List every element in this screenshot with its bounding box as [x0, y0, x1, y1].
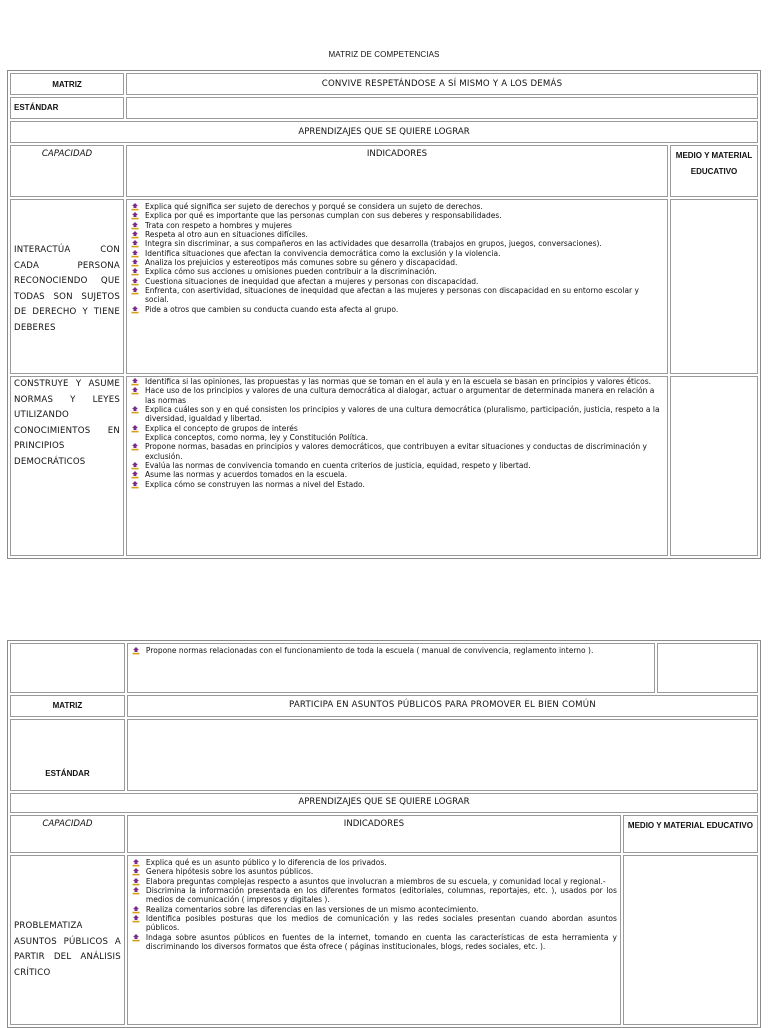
arrow-bullet-icon: [131, 481, 139, 489]
arrow-bullet-icon: [131, 250, 139, 258]
arrow-bullet-icon: [131, 425, 139, 433]
page-title: MATRIZ DE COMPETENCIAS: [328, 50, 440, 59]
list-item: [131, 867, 617, 876]
indicator-text: Explica cómo sus acciones u omisiones pueden contribuir a la discriminación.: [145, 267, 437, 277]
capacidad-header: CAPACIDAD: [10, 145, 124, 197]
arrow-bullet-icon: [131, 287, 139, 295]
arrow-bullet-icon: [131, 306, 139, 314]
indicator-text: Explica el concepto de grupos de interés: [145, 423, 298, 433]
medio-cell: [623, 855, 758, 1025]
arrow-bullet-icon: [131, 471, 139, 479]
competency-table-2: [7, 640, 761, 1028]
capacidad-cell: CONSTRUYE Y ASUME NORMAS Y LEYES UTILIZANDO CONOCIMIENTOS EN PRINCIPIOS DEMOCRÁTICOS: [10, 376, 124, 556]
indicator-text: Respeta al otro aun en situaciones difíciles.: [145, 230, 308, 240]
list-item: [130, 461, 664, 470]
arrow-bullet-icon: [131, 462, 139, 470]
arrow-bullet-icon: [131, 240, 139, 248]
indicator-text: Trata con respeto a hombres y mujeres: [145, 220, 292, 230]
list-item: [130, 277, 664, 286]
indicator-text: Explica qué significa ser sujeto de derechos y porqué se considera un sujeto de derechos.: [145, 202, 483, 211]
arrow-bullet-icon: [132, 934, 140, 942]
list-item: [130, 480, 664, 489]
list-item: [130, 249, 664, 258]
estandar-label: ESTÁNDAR: [10, 97, 124, 119]
indicator-text: Integra sin discriminar, a sus compañeros en las actividades que desarrolla (trabajos en grupos, juegos, conversaciones).: [145, 239, 602, 249]
list-item: [131, 905, 617, 914]
indicator-text: Analiza los prejuicios y estereotipos más comunes sobre su género y discapacidad.: [145, 258, 458, 268]
indicator-text: Explica qué es un asunto público y lo diferencia de los privados.: [145, 858, 387, 867]
indicator-text: Realiza comentarios sobre las diferencias en las versiones de un mismo acontecimiento.: [145, 904, 479, 914]
list-item: [131, 646, 651, 655]
competency-title: CONVIVE RESPETÁNDOSE A SÍ MISMO Y A LOS DEMÁS: [126, 73, 758, 95]
list-item: [130, 211, 664, 220]
list-item: [131, 933, 617, 952]
indicator-text: Evalúa las normas de convivencia tomando en cuenta criterios de justicia, equidad, respeto y libertad.: [145, 461, 531, 471]
list-item: [131, 886, 617, 905]
indicators-cell: [126, 376, 668, 556]
indicator-list: [130, 377, 664, 433]
arrow-bullet-icon: [132, 859, 140, 867]
aprendizajes-header: APRENDIZAJES QUE SE QUIERE LOGRAR: [10, 121, 758, 143]
arrow-bullet-icon: [131, 406, 139, 414]
indicator-text: Propone normas relacionadas con el funcionamiento de toda la escuela ( manual de convivencia, reglamento interno ).: [145, 646, 594, 655]
list-item: [130, 258, 664, 267]
list-item: [130, 377, 664, 386]
indicator-text: Propone normas, basadas en principios y valores democráticos, que contribuyen a evitar situaciones y conductas de discriminación y exclusión.: [145, 442, 647, 461]
indicator-text: Hace uso de los principios y valores de una cultura democrática al dialogar, actuar o argumentar de determinada manera en relación a las normas: [145, 386, 655, 405]
indicator-text: Pide a otros que cambien su conducta cuando esta afecta al grupo.: [145, 304, 399, 314]
indicator-list: [131, 646, 651, 655]
indicator-text: Enfrenta, con asertividad, situaciones de inequidad que afectan a las mujeres y personas con discapacidad en su entorno escolar y social.: [145, 286, 639, 305]
estandar-value: [127, 719, 758, 791]
indicators-cell: [127, 643, 655, 693]
list-item: [130, 230, 664, 239]
capacidad-cell: [10, 643, 125, 693]
arrow-bullet-icon: [131, 378, 139, 386]
arrow-bullet-icon: [131, 268, 139, 276]
medio-cell: [670, 199, 758, 374]
matriz-label: MATRIZ: [10, 73, 124, 95]
estandar-value: [126, 97, 758, 119]
list-item: [130, 442, 664, 461]
list-item: [130, 424, 664, 433]
plain-indicator: Explica conceptos, como norma, ley y Constitución Política.: [145, 433, 368, 443]
indicator-list: [130, 442, 664, 489]
medio-header: MEDIO Y MATERIAL EDUCATIVO: [623, 815, 758, 853]
estandar-label: ESTÁNDAR: [10, 719, 125, 791]
indicator-list: [131, 858, 617, 951]
arrow-bullet-icon: [131, 278, 139, 286]
arrow-bullet-icon: [131, 443, 139, 451]
arrow-bullet-icon: [132, 878, 140, 886]
indicator-text: Elabora preguntas complejas respecto a asuntos que involucran a miembros de su escuela, y comunidad local y regional.-: [145, 876, 606, 886]
arrow-bullet-icon: [131, 222, 139, 230]
indicadores-header: INDICADORES: [126, 145, 668, 197]
arrow-bullet-icon: [132, 647, 140, 655]
capacidad-cell: PROBLEMATIZA ASUNTOS PÚBLICOS A PARTIR DEL ANÁLISIS CRÍTICO: [10, 855, 125, 1025]
indicator-text: Discrimina la información presentada en los diferentes formatos (editoriales, columnas, reportajes, etc. ), usados por los medios de comunicación ( impresos y digitales ).: [145, 886, 617, 905]
aprendizajes-header: APRENDIZAJES QUE SE QUIERE LOGRAR: [10, 793, 758, 813]
arrow-bullet-icon: [131, 231, 139, 239]
medio-header: MEDIO Y MATERIAL EDUCATIVO: [670, 145, 758, 197]
list-item: [130, 286, 664, 305]
indicator-text: Asume las normas y acuerdos tomados en la escuela.: [145, 470, 348, 480]
list-item: [130, 202, 664, 211]
indicator-text: Explica por qué es importante que las personas cumplan con sus deberes y responsabilidades.: [145, 211, 502, 221]
arrow-bullet-icon: [131, 203, 139, 211]
indicators-cell: [126, 199, 668, 374]
arrow-bullet-icon: [132, 868, 140, 876]
indicator-text: Identifica si las opiniones, las propuestas y las normas que se toman en el aula y en la escuela se basan en principios y valores éticos.: [145, 377, 652, 386]
medio-cell: [657, 643, 758, 693]
arrow-bullet-icon: [131, 212, 139, 220]
indicator-text: Genera hipótesis sobre los asuntos públicos.: [145, 867, 314, 877]
indicadores-header: INDICADORES: [127, 815, 621, 853]
arrow-bullet-icon: [132, 887, 140, 895]
indicator-text: Indaga sobre asuntos públicos en fuentes de la internet, tomando en cuenta las características de esta herramienta y discriminando los diversos formatos que ésta ofrece ( páginas institucionales, blogs, redes sociales, etc. ).: [145, 932, 617, 952]
list-item: [130, 405, 664, 424]
matriz-label: MATRIZ: [10, 695, 125, 717]
indicator-text: Explica cuáles son y en qué consisten los principios y valores de una cultura democrática (pluralismo, participación, justicia, respeto a la diversidad, igualdad y libertad.: [145, 405, 660, 424]
arrow-bullet-icon: [131, 387, 139, 395]
list-item: [131, 858, 617, 867]
arrow-bullet-icon: [132, 915, 140, 923]
indicator-text: Identifica situaciones que afectan la convivencia democrática como la exclusión y la violencia.: [145, 248, 501, 258]
list-item: [130, 470, 664, 479]
indicators-cell: [127, 855, 621, 1025]
list-item: [130, 305, 664, 314]
capacidad-cell: INTERACTÚA CON CADA PERSONA RECONOCIENDO QUE TODAS SON SUJETOS DE DERECHO Y TIENE DEBERES: [10, 199, 124, 374]
medio-cell: [670, 376, 758, 556]
indicator-text: Explica cómo se construyen las normas a nivel del Estado.: [145, 479, 365, 489]
list-item: [131, 877, 617, 886]
indicator-text: Identifica posibles posturas que los medios de comunicación y las redes sociales presentan cuando abordan asuntos públicos.: [145, 914, 617, 933]
list-item: [130, 221, 664, 230]
indicator-text: Cuestiona situaciones de inequidad que afectan a mujeres y personas con discapacidad.: [145, 276, 479, 286]
list-item: [130, 386, 664, 405]
capacidad-header: CAPACIDAD: [10, 815, 125, 853]
list-item: [131, 914, 617, 933]
competency-table-1: [7, 70, 761, 559]
arrow-bullet-icon: [132, 906, 140, 914]
list-item: [130, 239, 664, 248]
indicator-list: [130, 202, 664, 314]
competency-title: PARTICIPA EN ASUNTOS PÚBLICOS PARA PROMOVER EL BIEN COMÚN: [127, 695, 758, 717]
arrow-bullet-icon: [131, 259, 139, 267]
list-item: [130, 267, 664, 276]
